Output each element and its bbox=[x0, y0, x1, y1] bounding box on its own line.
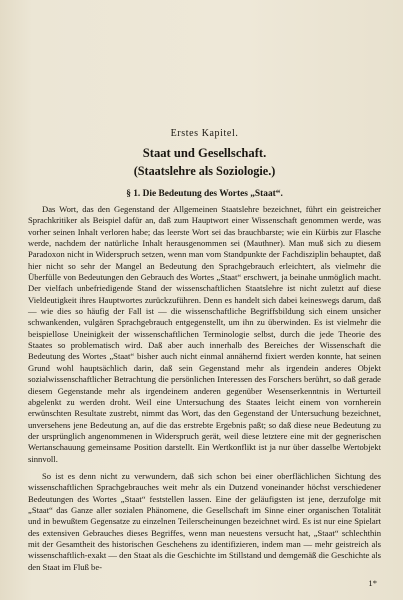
chapter-title: Staat und Gesellschaft. bbox=[142, 146, 267, 160]
body-paragraph-2: So ist es denn nicht zu verwundern, daß sich schon bei einer oberflächlichen Sichtung des wissenschaftlichen Sprachgebrauches weit mehr als ein Dutzend voneinander höchst verschiedener Bedeutungen des Wortes „Staat“ feststellen lassen. Eine der geläufigsten ist jene, derzufolge mit „Staat“ das Ganze aller sozialen Phänomene, die Gesellschaft im Sinne einer organischen Totalität und in bewußtem Gegensatze zu einzelnen Teilerscheinungen bezeichnet wird. Es ist nur eine Spielart des extensiven Gebrauches dieses Begriffes, wenn man neuestens versucht hat, „Staat“ schlechthin mit der Gesamtheit des historischen Geschehens zu identifizieren, indem man — mehr geistreich als wissenschaftlich-exakt — den Staat als die Geschichte im Stillstand und demgemäß die Geschichte als den Staat im Fluß be- bbox=[28, 470, 381, 572]
section-heading: § 1. Die Bedeutung des Wortes „Staat“. bbox=[126, 189, 283, 199]
chapter-label: Erstes Kapitel. bbox=[170, 128, 239, 139]
page-number: 1* bbox=[368, 578, 377, 588]
chapter-subtitle: (Staatslehre als Soziologie.) bbox=[133, 164, 276, 178]
body-paragraph-1: Das Wort, das den Gegenstand der Allgemeinen Staatslehre bezeichnet, führt ein geistreicher Sprachkritiker als Beispiel dafür an, daß zum Hauptwort einer Wissenschaft genommen werde, was vorher seinen Inhalt verloren habe; das leerste Wort sei das brauchbarste; wie ein Kürbis zur Flasche werde, nachdem der natürliche Inhalt herausgenommen sei (Mauthner). Man muß sich zu diesem Paradoxon nicht in Widerspruch setzen, wenn man vom Standpunkte der Fachdisziplin behauptet, daß hier nicht so sehr der Mangel an Bedeutung den Sprachgebrauch erleichtert, als vielmehr die Überfülle von Bedeutungen den Gebrauch des Wortes „Staat“ erschwert, ja beinahe unmöglich macht. Der vielfach unbefriedigende Stand der wissenschaftlichen Staatslehre ist nicht zuletzt auf diese Vieldeutigkeit ihres Hauptwortes zurückzuführen. Denn es handelt sich dabei keineswegs darum, daß — wie dies so häufig der Fall ist — die wissenschaftliche Begriffsbildung sich einem unsicher schwankenden, vulgären Sprachgebrauch entgegenstellt, um ihn zu überwinden. Es ist vielmehr die beispiellose Uneinigkeit der wissenschaftlichen Terminologie selbst, durch die jede Theorie des Staates so problematisch wird. Daß aber auch innerhalb des Bereiches der Wissenschaft die Bedeutung des Wortes „Staat“ bisher auch nicht einmal annähernd fixiert werden konnte, hat seinen Grund wohl hauptsächlich darin, daß sein Gegenstand mehr als irgendein anderes Objekt sozialwissenschaftlicher Betrachtung die persönlichen Interessen des Forschers berührt, so daß gerade diesem Gegenstande mehr als irgendeinem anderen gegenüber Wesenserkenntnis in Werturteil abgelenkt zu werden droht. Weil eine Untersuchung des Staates leicht einem von vornherein erwünschten Resultate zustrebt, nimmt das Wort, das den Gegenstand der Untersuchung bezeichnet, unversehens jene Bedeutung an, auf die das erstrebte Ergebnis paßt; so daß diese neue Bedeutung zu der ursprünglich angenommenen in Widerspruch gerät, weil diese letztere eine mit der gegnerischen Wertanschauung gemeinsame Position darstellt. Ein Wertkonflikt ist ja nur über dasselbe Wertobjekt sinnvoll. bbox=[28, 204, 381, 464]
